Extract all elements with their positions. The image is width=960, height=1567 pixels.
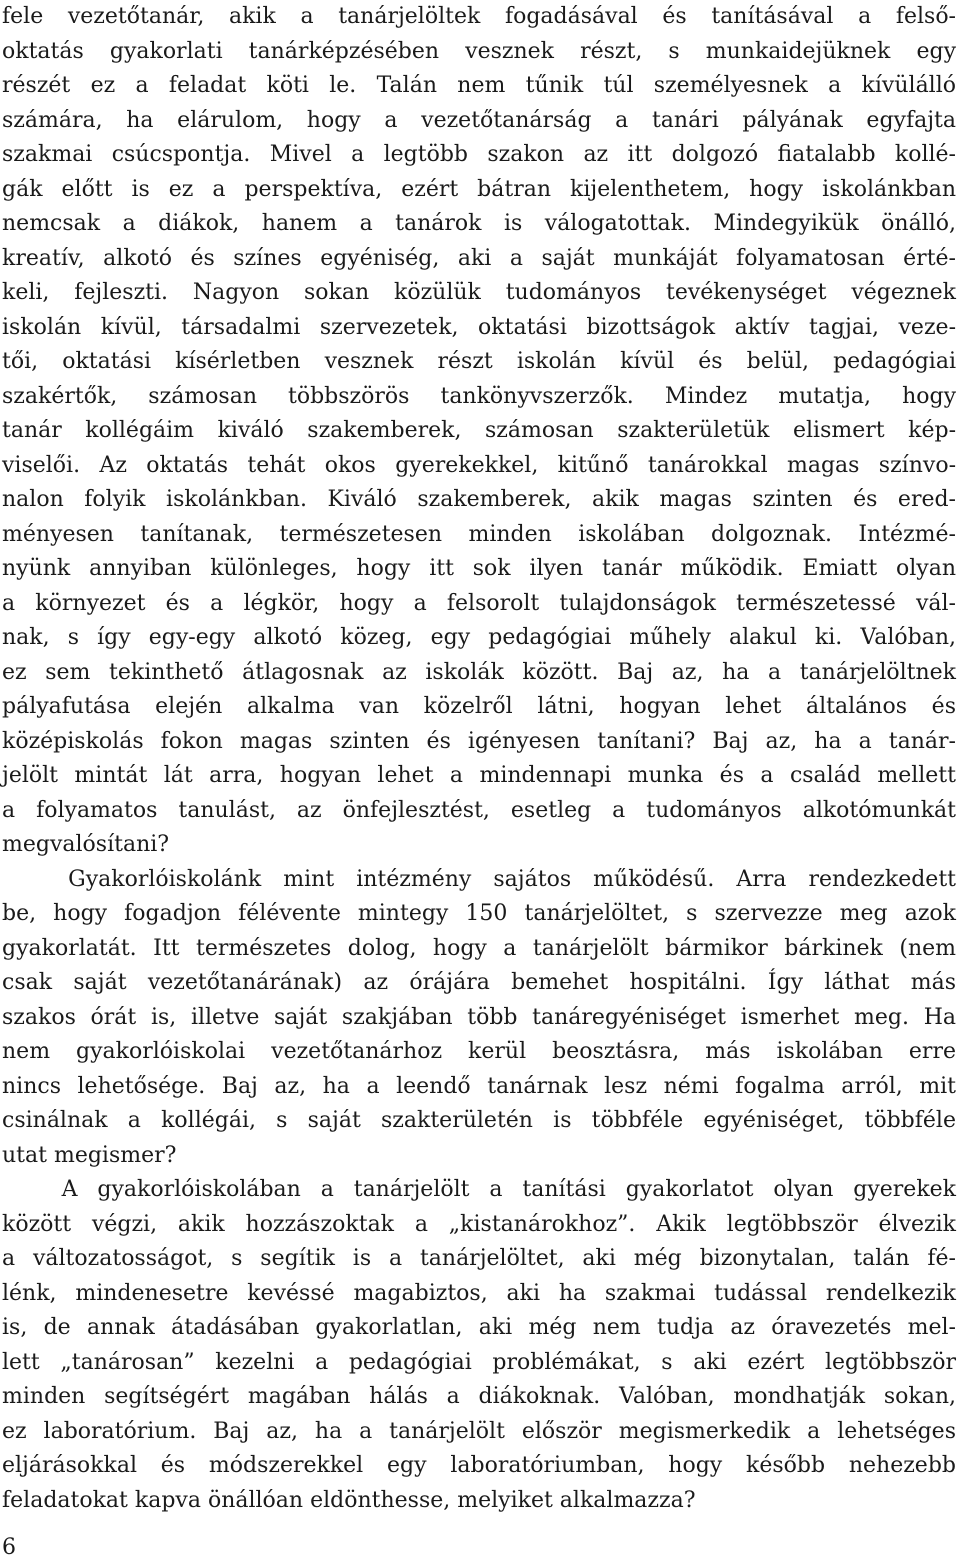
text-line: középiskolás fokon magas szinten és igényesen tanítani? Baj az, ha a tanár- <box>2 728 956 754</box>
text-line: a változatosságot, s segítik is a tanárjelöltet, aki még bizonytalan, talán fé- <box>2 1246 956 1271</box>
text-line: pályafutása elején alkalma van közelről látni, hogyan lehet általános és <box>2 694 956 719</box>
text-line: szakos órát is, illetve saját szakjában több tanáregyéniséget ismerhet meg. Ha <box>2 1004 956 1030</box>
text-line: tői, oktatási kísérletben vesznek részt iskolán kívül és belül, pedagógiai <box>2 349 956 374</box>
text-line: a folyamatos tanulást, az önfejlesztést, esetleg a tudományos alkotómunkát <box>2 797 956 823</box>
text-line: lénk, mindenesetre kevéssé magabiztos, aki ha szakmai tudással rendelkezik <box>2 1280 956 1306</box>
text-line: ez laboratórium. Baj az, ha a tanárjelölt először megismerkedik a lehetséges <box>2 1418 956 1444</box>
text-line: feladatokat kapva önállóan eldönthesse, melyiket alkalmazza? <box>2 1487 696 1513</box>
text-line: ményesen tanítanak, természetesen minden iskolában dolgoznak. Intézmé- <box>2 521 956 547</box>
text-line: keli, fejleszti. Nagyon sokan közülük tudományos tevékenységet végeznek <box>2 280 956 305</box>
text-line: minden segítségért magában hálás a diákoknak. Valóban, mondhatják sokan, <box>2 1384 956 1409</box>
text-line: is, de annak átadásában gyakorlatlan, aki még nem tudja az óravezetés mel- <box>2 1315 956 1340</box>
text-line: oktatás gyakorlati tanárképzésében vesznek részt, s munkaidejüknek egy <box>2 38 956 64</box>
text-line: nyünk annyiban különleges, hogy itt sok ilyen tanár működik. Emiatt olyan <box>2 556 956 581</box>
text-line: a környezet és a légkör, hogy a felsorolt tulajdonságok természetessé vál- <box>2 590 956 616</box>
text-line: tanár kollégáim kiváló szakemberek, számosan szakterületük elismert kép- <box>2 418 956 443</box>
text-line: gák előtt is ez a perspektíva, ezért bátran kijelenthetem, hogy iskolánkban <box>2 176 956 202</box>
paragraph-start-line: A gyakorlóiskolában a tanárjelölt a tanítási gyakorlatot olyan gyerekek <box>2 1177 956 1202</box>
text-line: nak, s így egy-egy alkotó közeg, egy pedagógiai műhely alakul ki. Valóban, <box>2 625 956 650</box>
text-line: viselői. Az oktatás tehát okos gyerekekkel, kitűnő tanárokkal magas színvo- <box>2 452 956 478</box>
text-line: között végzi, akik hozzászoktak a „kistanárokhoz”. Akik legtöbbször élvezik <box>2 1211 956 1237</box>
text-line: megvalósítani? <box>2 832 170 857</box>
text-line: csak saját vezetőtanárának) az órájára bemehet hospitálni. Így láthat más <box>2 970 956 995</box>
text-line: csinálnak a kollégái, s saját szakterületén is többféle egyéniséget, többféle <box>2 1108 956 1133</box>
text-line: szakértők, számosan többszörös tankönyvszerzők. Mindez mutatja, hogy <box>2 383 956 409</box>
text-line: jelölt mintát lát arra, hogyan lehet a mindennapi munka és a család mellett <box>2 763 956 788</box>
text-line: nemcsak a diákok, hanem a tanárok is válogatottak. Mindegyikük önálló, <box>2 211 956 236</box>
text-line: fele vezetőtanár, akik a tanárjelöltek fogadásával és tanításával a felső- <box>2 4 956 29</box>
text-line: be, hogy fogadjon félévente mintegy 150 tanárjelöltet, s szervezze meg azok <box>2 901 956 926</box>
text-line: szakmai csúcspontja. Mivel a legtöbb szakon az itt dolgozó fiatalabb kollé- <box>2 142 956 167</box>
text-line: lett „tanárosan” kezelni a pedagógiai problémákat, s aki ezért legtöbbször <box>2 1349 956 1375</box>
text-line: nalon folyik iskolánkban. Kiváló szakemberek, akik magas szinten és ered- <box>2 487 956 512</box>
text-line: iskolán kívül, társadalmi szervezetek, oktatási bizottságok aktív tagjai, veze- <box>2 314 956 340</box>
text-line: utat megismer? <box>2 1142 177 1168</box>
text-line: eljárásokkal és módszerekkel egy laboratóriumban, hogy később nehezebb <box>2 1453 956 1478</box>
text-line: számára, ha elárulom, hogy a vezetőtanárság a tanári pályának egyfajta <box>2 107 956 133</box>
text-line: gyakorlatát. Itt természetes dolog, hogy a tanárjelölt bármikor bárkinek (nem <box>2 935 956 961</box>
text-line: nem gyakorlóiskolai vezetőtanárhoz kerül beosztásra, más iskolában erre <box>2 1039 956 1064</box>
text-line: kreatív, alkotó és színes egyéniség, aki a saját munkáját folyamatosan érté- <box>2 245 956 271</box>
text-line: részét ez a feladat köti le. Talán nem tűnik túl személyesnek a kívülálló <box>2 73 956 98</box>
page-number: 6 <box>2 1535 16 1560</box>
text-line: nincs lehetősége. Baj az, ha a leendő tanárnak lesz némi fogalma arról, mit <box>2 1073 956 1099</box>
text-line: ez sem tekinthető átlagosnak az iskolák között. Baj az, ha a tanárjelöltnek <box>2 659 956 685</box>
paragraph-start-line: Gyakorlóiskolánk mint intézmény sajátos működésű. Arra rendezkedett <box>2 866 956 892</box>
